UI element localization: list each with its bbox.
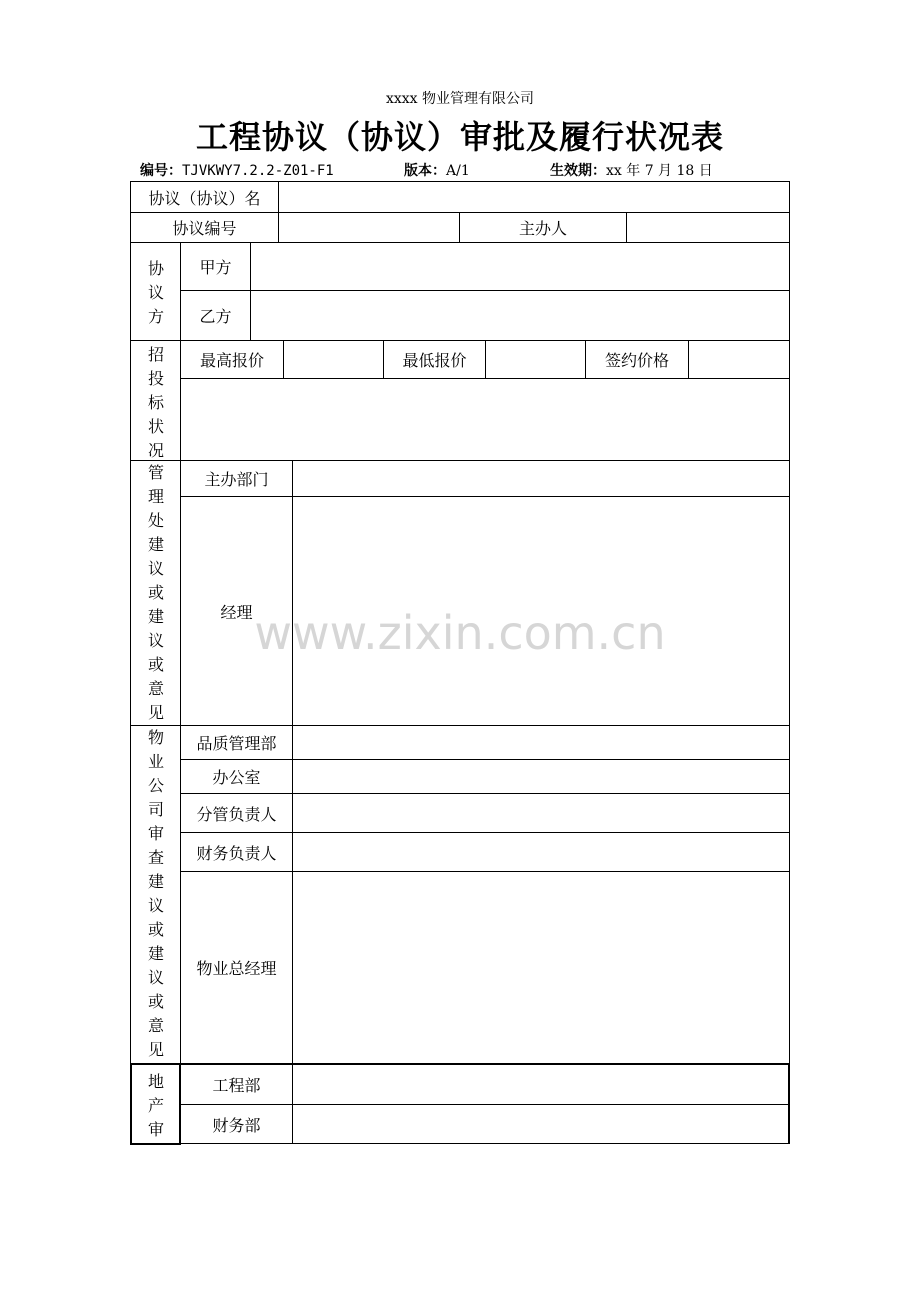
min-quote-field[interactable] <box>485 340 586 379</box>
document-title: 工程协议（协议）审批及履行状况表 <box>195 118 724 156</box>
version-value: A/1 <box>446 163 470 179</box>
finance-head-label: 财务负责人 <box>180 832 293 872</box>
manager-opinion-field[interactable] <box>292 496 790 726</box>
deputy-label: 分管负责人 <box>180 793 293 833</box>
general-manager-label: 物业总经理 <box>180 871 293 1064</box>
deputy-field[interactable] <box>292 793 790 833</box>
finance-dept-field[interactable] <box>292 1104 790 1144</box>
bidding-group-cell <box>130 340 181 461</box>
office-field[interactable] <box>292 759 790 794</box>
quality-dept-field[interactable] <box>292 725 790 760</box>
agreement-name-label: 协议（协议）名 <box>130 181 279 213</box>
mgmt-group-label: 管 理 处 建 议 或 建 议 或 意 见 <box>147 463 164 722</box>
contract-price-label: 签约价格 <box>585 340 689 379</box>
estate-group-cell <box>130 1063 181 1145</box>
quality-dept-label: 品质管理部 <box>180 725 293 760</box>
engineering-dept-label: 工程部 <box>180 1063 293 1105</box>
party-a-label: 甲方 <box>180 242 251 291</box>
bidding-group-label: 招 投 标 状 况 <box>147 345 164 460</box>
parties-group-cell <box>130 242 181 341</box>
version-label: 版本： <box>404 163 446 179</box>
party-a-field[interactable] <box>250 242 790 291</box>
effective-value: xx 年 7 月 18 日 <box>606 163 713 179</box>
company-group-label: 物 业 公 司 审 查 建 议 或 建 议 或 意 见 <box>147 728 164 1059</box>
watermark: www.zixin.com.cn <box>254 606 666 660</box>
min-quote-label: 最低报价 <box>383 340 486 379</box>
agreement-no-label: 协议编号 <box>130 212 279 243</box>
parties-group-label: 协 议 方 <box>147 259 164 326</box>
finance-dept-label: 财务部 <box>180 1104 293 1144</box>
party-b-field[interactable] <box>250 290 790 341</box>
finance-head-field[interactable] <box>292 832 790 872</box>
manager-label: 经理 <box>180 496 293 726</box>
party-b-label: 乙方 <box>180 290 251 341</box>
engineering-dept-field[interactable] <box>292 1063 790 1105</box>
company-group-cell <box>130 725 181 1064</box>
company-name: xxxx 物业管理有限公司 <box>385 91 535 107</box>
mgmt-group-cell <box>130 460 181 726</box>
contract-price-field[interactable] <box>688 340 790 379</box>
general-manager-field[interactable] <box>292 871 790 1064</box>
code-value: TJVKWY7.2.2-Z01-F1 <box>182 163 334 179</box>
organizer-field[interactable] <box>626 212 790 243</box>
effective-label: 生效期： <box>550 163 606 179</box>
bidding-details-field[interactable] <box>180 378 790 461</box>
organizer-label: 主办人 <box>459 212 627 243</box>
host-dept-field[interactable] <box>292 460 790 497</box>
code-field <box>140 160 334 180</box>
agreement-no-field[interactable] <box>278 212 460 243</box>
office-label: 办公室 <box>180 759 293 794</box>
code-label: 编号： <box>140 163 182 179</box>
version-field <box>404 160 470 180</box>
effective-field <box>550 160 713 180</box>
agreement-name-field[interactable] <box>278 181 790 213</box>
host-dept-label: 主办部门 <box>180 460 293 497</box>
estate-group-label: 地 产 审 <box>147 1072 164 1139</box>
max-quote-field[interactable] <box>283 340 384 379</box>
max-quote-label: 最高报价 <box>180 340 284 379</box>
